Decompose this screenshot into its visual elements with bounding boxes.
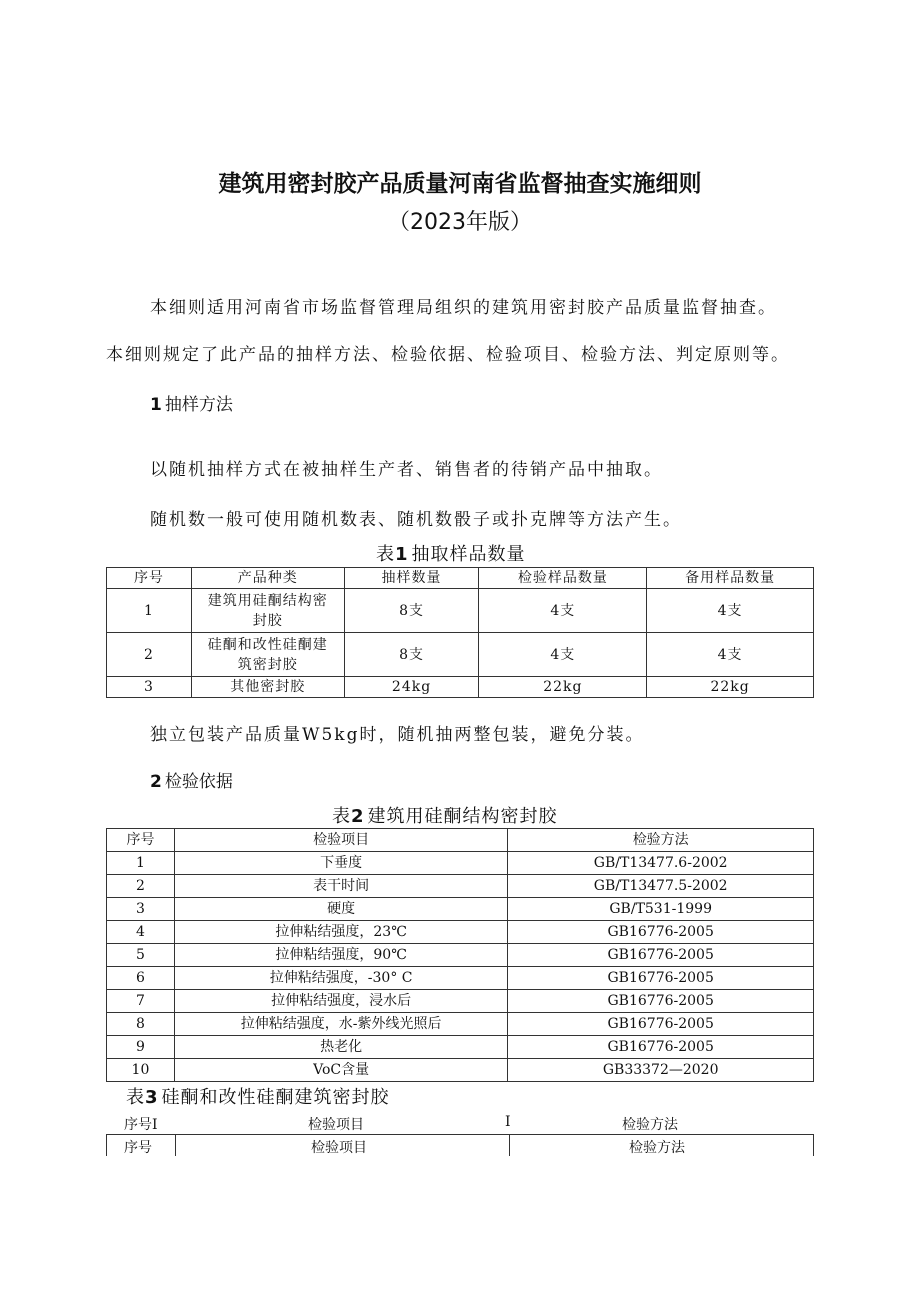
col-header-test-qty: 检验样品数量 — [479, 568, 647, 589]
cell: GB16776-2005 — [508, 990, 814, 1013]
section-2-heading — [150, 767, 233, 792]
table-3-header-item: 检验项目 — [311, 1140, 367, 1156]
cell: 3 — [107, 677, 192, 698]
sample-quantity-table — [106, 567, 814, 698]
cell: 6 — [107, 967, 175, 990]
cell: 8支 — [344, 633, 479, 677]
cell: GB/T13477.5-2002 — [508, 875, 814, 898]
cell: 4支 — [647, 633, 814, 677]
cell: 2 — [107, 633, 192, 677]
table-3-col-divider-2 — [509, 1134, 510, 1156]
table-row — [107, 990, 814, 1013]
cell: 4 — [107, 921, 175, 944]
col-header-no: 序号 — [107, 568, 192, 589]
document-title: 建筑用密封胶产品质量河南省监督抽查实施细则 — [218, 171, 702, 197]
cell: 5 — [107, 944, 175, 967]
document-edition: （2023年版） — [388, 210, 532, 235]
cell: GB33372—2020 — [508, 1059, 814, 1082]
table-2-caption-prefix: 表 — [332, 806, 351, 827]
cell: 8 — [107, 1013, 175, 1036]
col-header-spare-qty: 备用样品数量 — [647, 568, 814, 589]
cell: 24kg — [344, 677, 479, 698]
table-row — [107, 852, 814, 875]
cell: 拉伸粘结强度，-30° C — [174, 967, 507, 990]
cell: 8支 — [344, 589, 479, 633]
table-header-row — [107, 829, 814, 852]
table-row — [107, 875, 814, 898]
structural-sealant-test-table — [106, 828, 814, 1082]
cell: 拉伸粘结强度，浸水后 — [174, 990, 507, 1013]
cell: GB16776-2005 — [508, 1013, 814, 1036]
after-table-1-note: 独立包装产品质量W5kg时，随机抽两整包装，避免分装。 — [150, 725, 645, 745]
table-3-header-method: 检验方法 — [629, 1140, 685, 1156]
cell: 2 — [107, 875, 175, 898]
table-row — [107, 898, 814, 921]
table-3-caption-text: 硅酮和改性硅酮建筑密封胶 — [161, 1087, 390, 1108]
table-row — [107, 589, 814, 633]
table-3-ghost-method: 检验方法 — [622, 1117, 678, 1133]
section-2-number: 2 — [150, 772, 162, 792]
table-1-caption-number: 1 — [395, 544, 409, 565]
table-3-header-no: 序号 — [124, 1140, 152, 1156]
cell: 7 — [107, 990, 175, 1013]
table-3-top-border — [106, 1134, 814, 1135]
section-1-heading — [150, 390, 233, 415]
table-row — [107, 967, 814, 990]
table-1-caption-text: 抽取样品数量 — [411, 544, 526, 565]
table-row — [107, 1036, 814, 1059]
intro-line-2: 本细则规定了此产品的抽样方法、检验依据、检验项目、检验方法、判定原则等。 — [106, 345, 790, 365]
col-header-sample-qty: 抽样数量 — [344, 568, 479, 589]
cell: 1 — [107, 589, 192, 633]
table-row — [107, 633, 814, 677]
section-1-number: 1 — [150, 395, 162, 415]
cell: 其他密封胶 — [191, 677, 344, 698]
cell: GB16776-2005 — [508, 1036, 814, 1059]
cell: 4支 — [479, 589, 647, 633]
table-header-row — [107, 568, 814, 589]
table-3-ghost-separator: I — [505, 1114, 511, 1130]
table-2-caption-text: 建筑用硅酮结构密封胶 — [367, 806, 558, 827]
cell: 22kg — [647, 677, 814, 698]
table-row — [107, 921, 814, 944]
table-3-ghost-item: 检验项目 — [308, 1117, 364, 1133]
cell: 硅酮和改性硅酮建筑密封胶 — [191, 633, 344, 677]
section-1-title: 抽样方法 — [164, 395, 233, 415]
section-1-paragraph-2: 随机数一般可使用随机数表、随机数骰子或扑克牌等方法产生。 — [150, 510, 682, 530]
cell: 表干时间 — [174, 875, 507, 898]
section-1-paragraph-1: 以随机抽样方式在被抽样生产者、销售者的待销产品中抽取。 — [150, 460, 663, 480]
cell: 拉伸粘结强度，水-紫外线光照后 — [174, 1013, 507, 1036]
cell: 3 — [107, 898, 175, 921]
col-header-test-method: 检验方法 — [508, 829, 814, 852]
cell: 9 — [107, 1036, 175, 1059]
table-1-caption — [376, 540, 526, 566]
cell: 4支 — [479, 633, 647, 677]
cell: GB/T13477.6-2002 — [508, 852, 814, 875]
cell: 1 — [107, 852, 175, 875]
table-3-caption-prefix: 表 — [126, 1087, 145, 1108]
table-2-caption-number: 2 — [351, 806, 365, 827]
cell: 4支 — [647, 589, 814, 633]
cell: GB16776-2005 — [508, 944, 814, 967]
cell: 10 — [107, 1059, 175, 1082]
cell: 下垂度 — [174, 852, 507, 875]
table-row — [107, 1059, 814, 1082]
col-header-product-type: 产品种类 — [191, 568, 344, 589]
cell: 拉伸粘结强度，90℃ — [174, 944, 507, 967]
cell: 拉伸粘结强度，23℃ — [174, 921, 507, 944]
cell: 建筑用硅酮结构密封胶 — [191, 589, 344, 633]
table-3-ghost-no: 序号I — [124, 1117, 158, 1133]
col-header-no: 序号 — [107, 829, 175, 852]
table-1-caption-prefix: 表 — [376, 544, 395, 565]
table-row — [107, 677, 814, 698]
table-3-caption-number: 3 — [145, 1087, 159, 1108]
table-row — [107, 944, 814, 967]
cell: GB/T531-1999 — [508, 898, 814, 921]
cell: VoC含量 — [174, 1059, 507, 1082]
cell: 硬度 — [174, 898, 507, 921]
table-3-caption — [126, 1083, 390, 1109]
table-row — [107, 1013, 814, 1036]
table-3-left-border — [106, 1134, 107, 1156]
cell: 热老化 — [174, 1036, 507, 1059]
cell: 22kg — [479, 677, 647, 698]
cell: GB16776-2005 — [508, 967, 814, 990]
col-header-test-item: 检验项目 — [174, 829, 507, 852]
intro-line-1: 本细则适用河南省市场监督管理局组织的建筑用密封胶产品质量监督抽查。 — [150, 298, 777, 318]
section-2-title: 检验依据 — [164, 772, 233, 792]
cell: GB16776-2005 — [508, 921, 814, 944]
table-3-right-border — [813, 1134, 814, 1156]
table-2-caption — [332, 802, 558, 828]
table-3-col-divider-1 — [175, 1134, 176, 1156]
